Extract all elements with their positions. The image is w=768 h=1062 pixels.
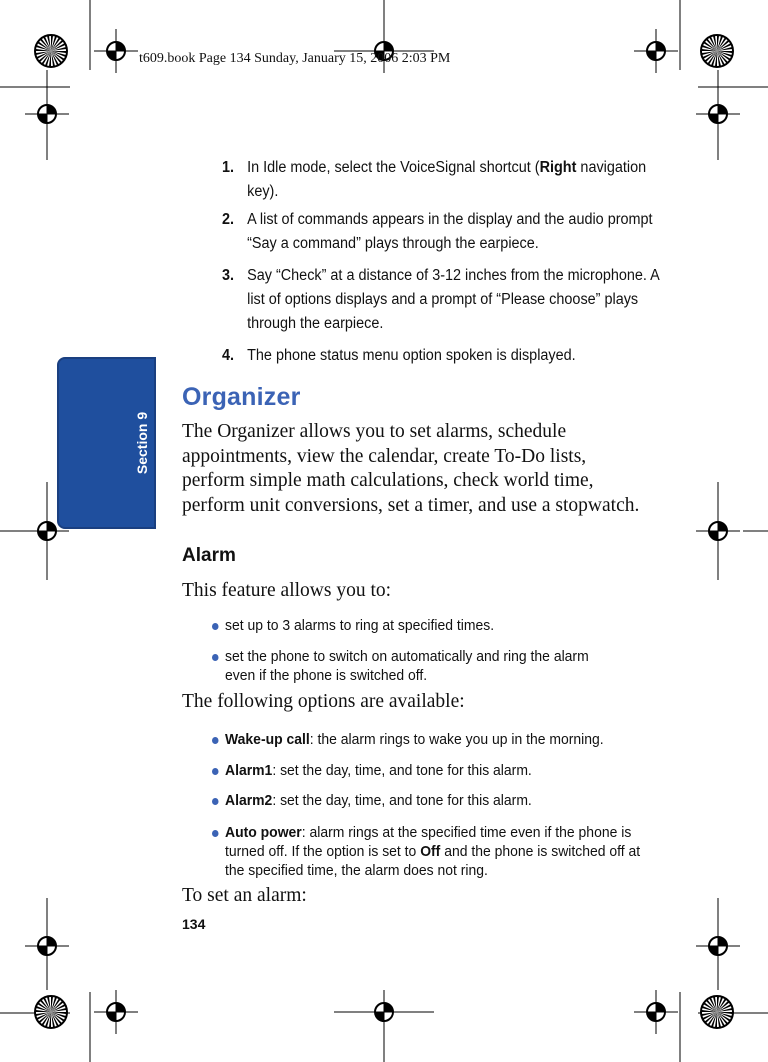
option-term: Wake-up call: [225, 731, 310, 748]
option-bullet: [212, 791, 634, 810]
option-desc: and the phone is switched off at the specified time, the alarm does not ring.: [225, 843, 641, 879]
step-text: Say “Check” at a distance of 3-12 inches from the microphone. A list of options displays and a prompt of “Please choose” plays through the earpiece.: [247, 267, 659, 332]
bullet-dot-icon: [212, 768, 219, 775]
step-3: [222, 264, 666, 336]
print-header-note: t609.book Page 134 Sunday, January 15, 2006 2:03 PM: [139, 51, 451, 66]
bullet-dot-icon: [212, 830, 219, 837]
organizer-heading: Organizer: [182, 383, 301, 411]
step-4: [222, 344, 666, 368]
step-text: A list of commands appears in the display and the audio prompt “Say a command” plays through the earpiece.: [247, 211, 653, 252]
step-text: The phone status menu option spoken is displayed.: [247, 347, 576, 364]
step-1: [222, 156, 666, 204]
option-value: Off: [420, 843, 441, 860]
option-desc: : set the day, time, and tone for this alarm.: [272, 792, 532, 809]
set-alarm-lead: To set an alarm:: [182, 885, 307, 906]
bullet-dot-icon: [212, 623, 219, 630]
step-number: 1.: [222, 159, 235, 176]
bullet-text: set the phone to switch on automatically and ring the alarm even if the phone is switched off.: [225, 648, 589, 684]
option-bullet: [212, 761, 634, 780]
option-term: Auto power: [225, 824, 302, 841]
feature-bullet: [212, 647, 616, 685]
step-number: 2.: [222, 211, 235, 228]
color-bar-starburst-icon: [701, 35, 733, 67]
option-bullet: [212, 823, 644, 880]
alarm-heading: Alarm: [182, 545, 236, 566]
bullet-dot-icon: [212, 654, 219, 661]
option-desc: : the alarm rings to wake you up in the morning.: [309, 731, 604, 748]
alarm-lead: This feature allows you to:: [182, 580, 392, 601]
section-tab-label: Section 9: [134, 411, 150, 475]
step-2: [222, 208, 666, 256]
color-bar-starburst-icon: [701, 996, 733, 1028]
option-desc: : set the day, time, and tone for this alarm.: [272, 762, 532, 779]
bullet-dot-icon: [212, 737, 219, 744]
step-text: navigation key).: [247, 159, 647, 200]
step-number: 3.: [222, 267, 235, 284]
registration-target-icon: [634, 990, 678, 1034]
bullet-dot-icon: [212, 798, 219, 805]
step-number: 4.: [222, 347, 235, 364]
color-bar-starburst-icon: [35, 35, 67, 67]
option-bullet: [212, 730, 634, 749]
page-number: 134: [182, 916, 206, 932]
step-text: In Idle mode, select the VoiceSignal shortcut (: [247, 159, 540, 176]
registration-target-icon: [634, 29, 678, 73]
feature-bullet: [212, 616, 634, 635]
option-desc: : alarm rings at the specified time even if the phone is turned off. If the option is set to: [225, 824, 632, 860]
registration-target-icon: [94, 990, 138, 1034]
options-lead: The following options are available:: [182, 691, 465, 712]
step-key-name: Right: [539, 159, 577, 176]
option-term: Alarm1: [225, 762, 273, 779]
bullet-text: set up to 3 alarms to ring at specified times.: [225, 617, 495, 634]
color-bar-starburst-icon: [35, 996, 67, 1028]
organizer-intro: The Organizer allows you to set alarms, schedule appointments, view the calendar, create To-Do lists, perform simple math calculations, check world time, perform unit conversions, set a timer, and use a stopwatch.: [182, 421, 640, 516]
registration-target-icon: [94, 29, 138, 73]
option-term: Alarm2: [225, 792, 273, 809]
